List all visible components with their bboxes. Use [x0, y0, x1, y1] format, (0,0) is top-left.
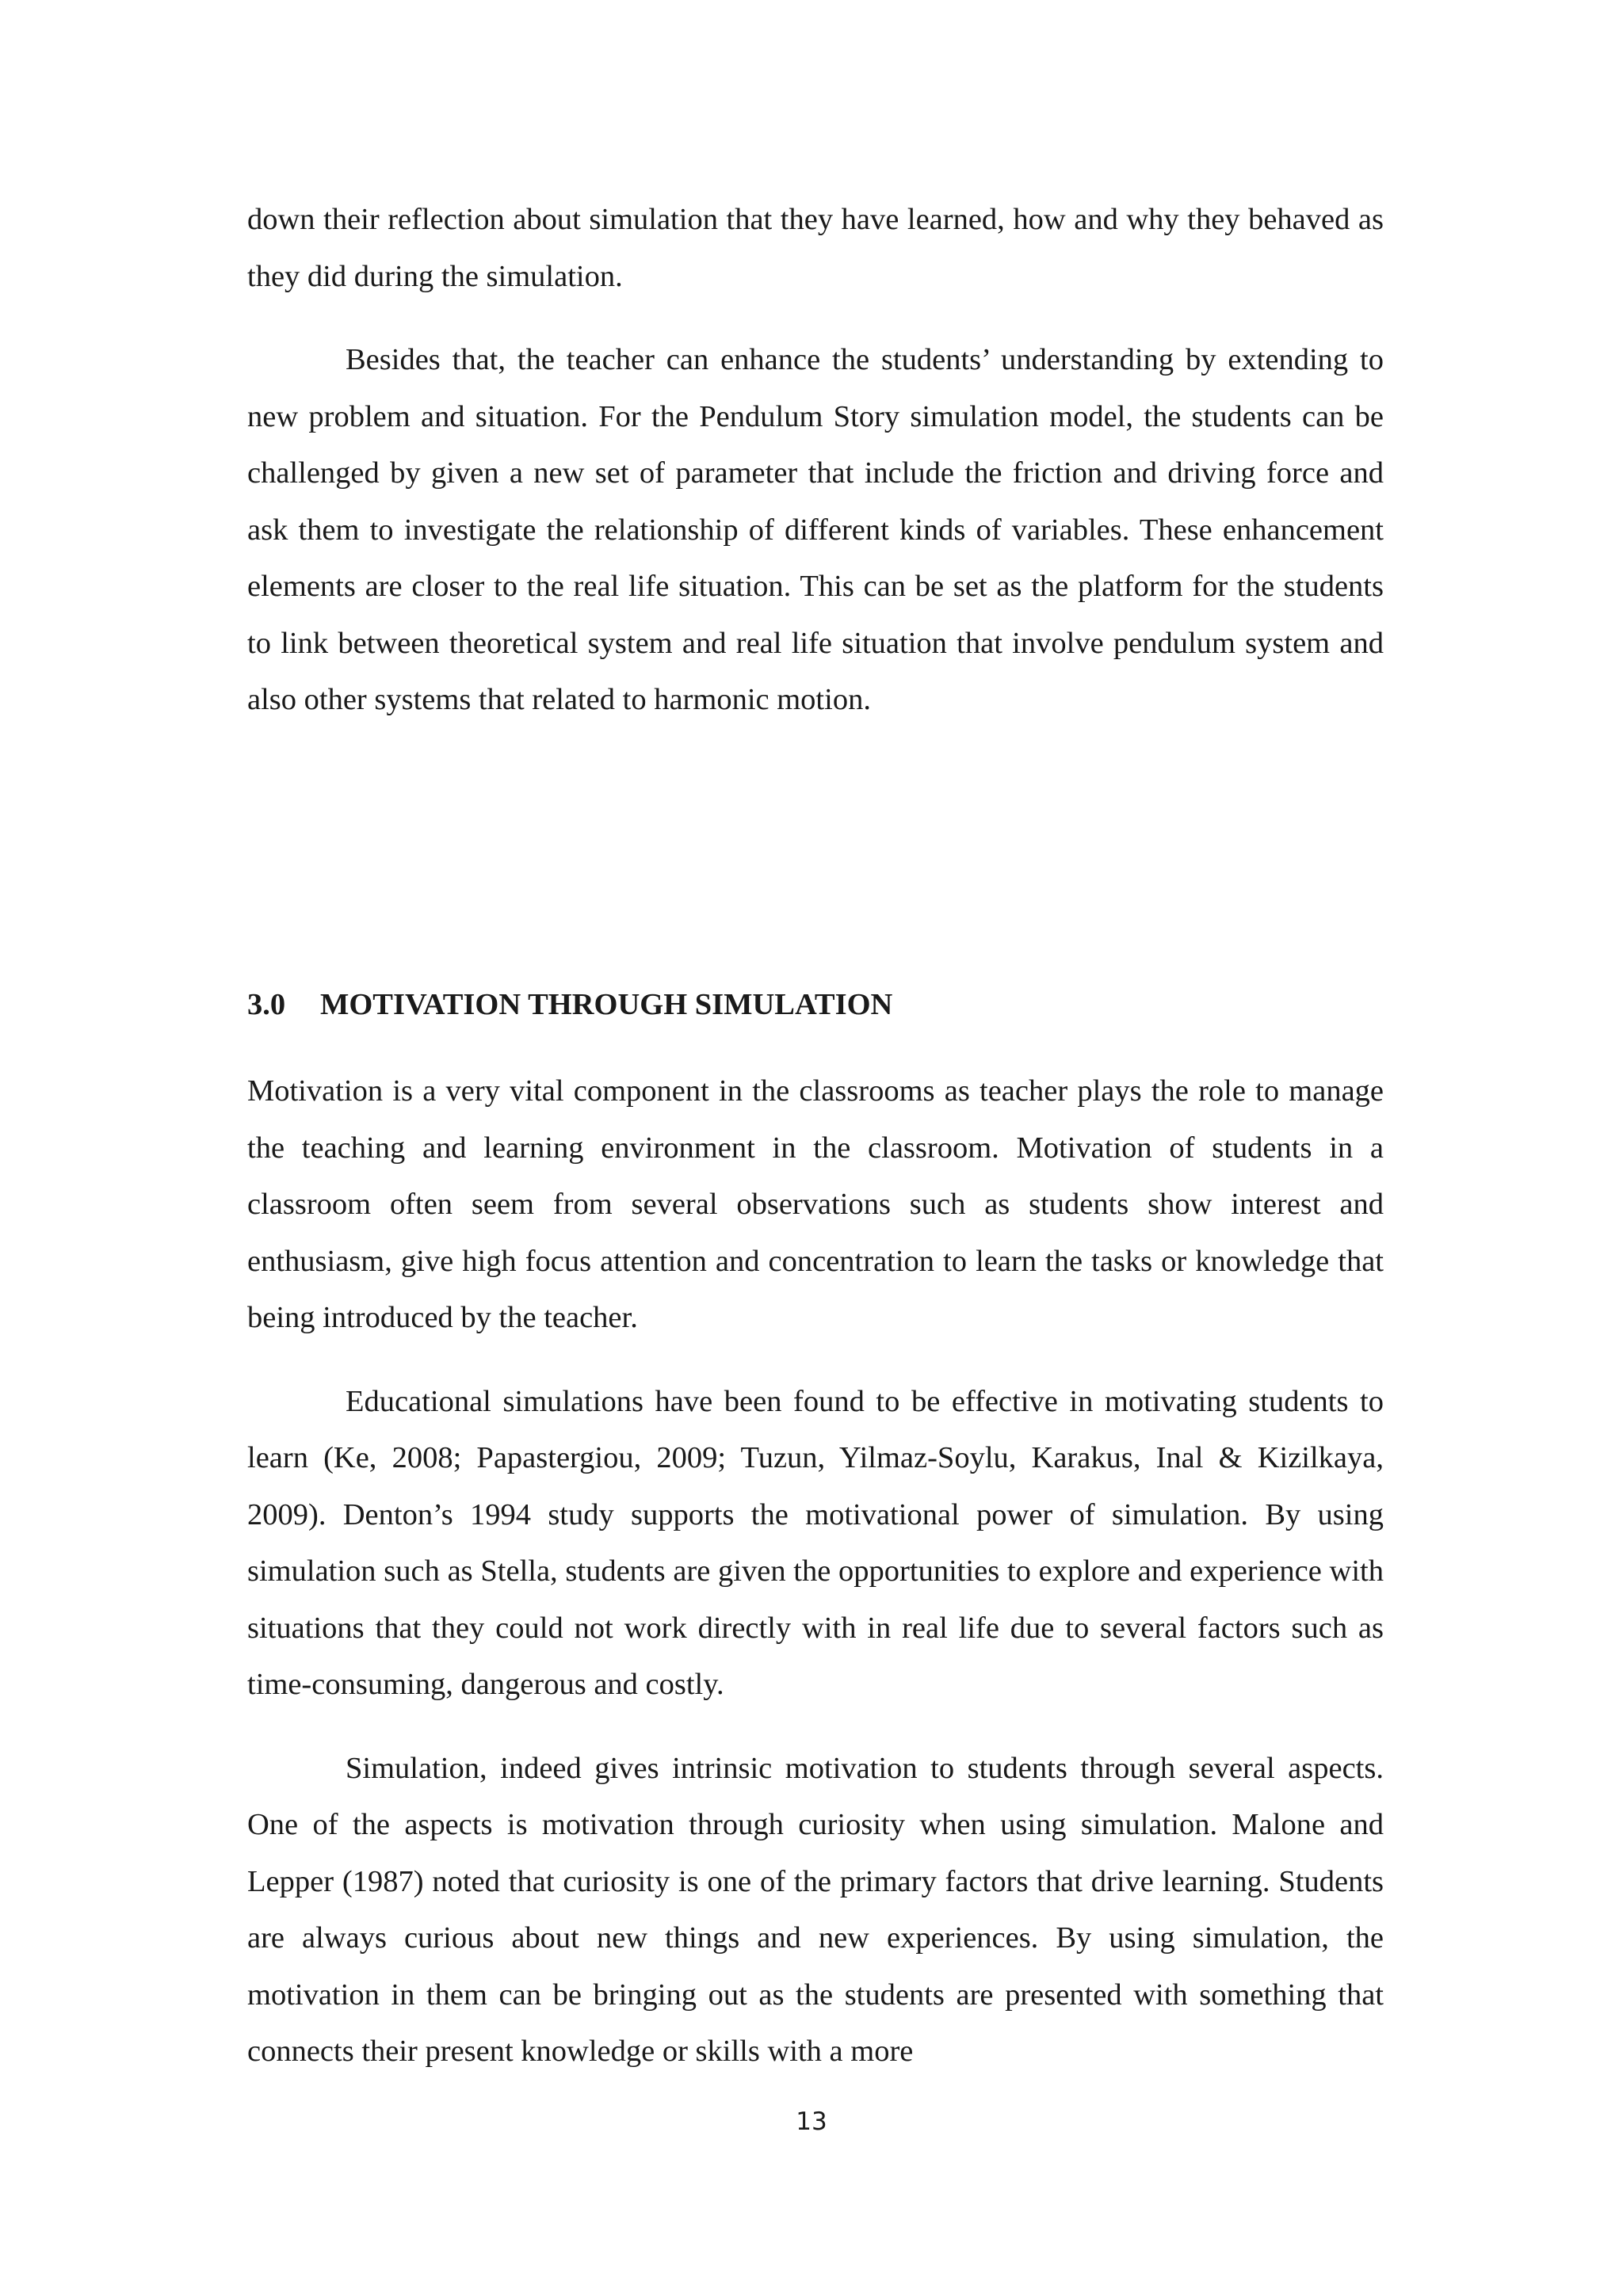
paragraph-enhancement: Besides that, the teacher can enhance the students’ understanding by extending to new problem and situation. For the Pendulum Story simulation model, the students can be challenged by given a new set of parameter that include the friction and driving force and ask them to investigate the relationship of different kinds of variables. These enhancement elements are closer to the real life situation. This can be set as the platform for the students to link between theoretical system and real life situation that involve pendulum system and also other systems that related to harmonic motion. — [247, 343, 1384, 716]
paragraph-motivation: Motivation is a very vital component in the classrooms as teacher plays the role to manage the teaching and learning environment in the classroom. Motivation of students in a classroom often seem from several observations such as students show interest and enthusiasm, give high focus attention and concentration to learn the tasks or knowledge that being introduced by the teacher. — [247, 1074, 1384, 1334]
paragraph-intrinsic-motivation: Simulation, indeed gives intrinsic motivation to students through several aspects. One of the aspects is motivation through curiosity when using simulation. Malone and Lepper (1987) noted that curiosity is one of the primary factors that drive learning. Students are always curious about new things and new experiences. By using simulation, the motivation in them can be bringing out as the students are presented with something that connects their present knowledge or skills with a more — [247, 1751, 1384, 2068]
paragraph-continuation: down their reflection about simulation that they have learned, how and why they behaved as they did during the simulation. — [247, 203, 1384, 293]
section-title: MOTIVATION THROUGH SIMULATION — [320, 988, 893, 1021]
paragraph-educational-simulations: Educational simulations have been found to be effective in motivating students to learn (Ke, 2008; Papastergiou, 2009; Tuzun, Yilmaz-Soylu, Karakus, Inal & Kizilkaya, 2009). Denton’s 1994 study supports the motivational power of simulation. By using simulation such as Stella, students are given the opportunities to explore and experience with situations that they could not work directly with in real life due to several factors such as time-consuming, dangerous and costly. — [247, 1384, 1384, 1701]
section-body — [247, 1063, 1384, 2107]
section-heading — [247, 981, 1384, 1028]
page-number: 13 — [796, 2107, 827, 2136]
page-body-top — [247, 192, 1384, 756]
section-number: 3.0 — [247, 988, 286, 1021]
